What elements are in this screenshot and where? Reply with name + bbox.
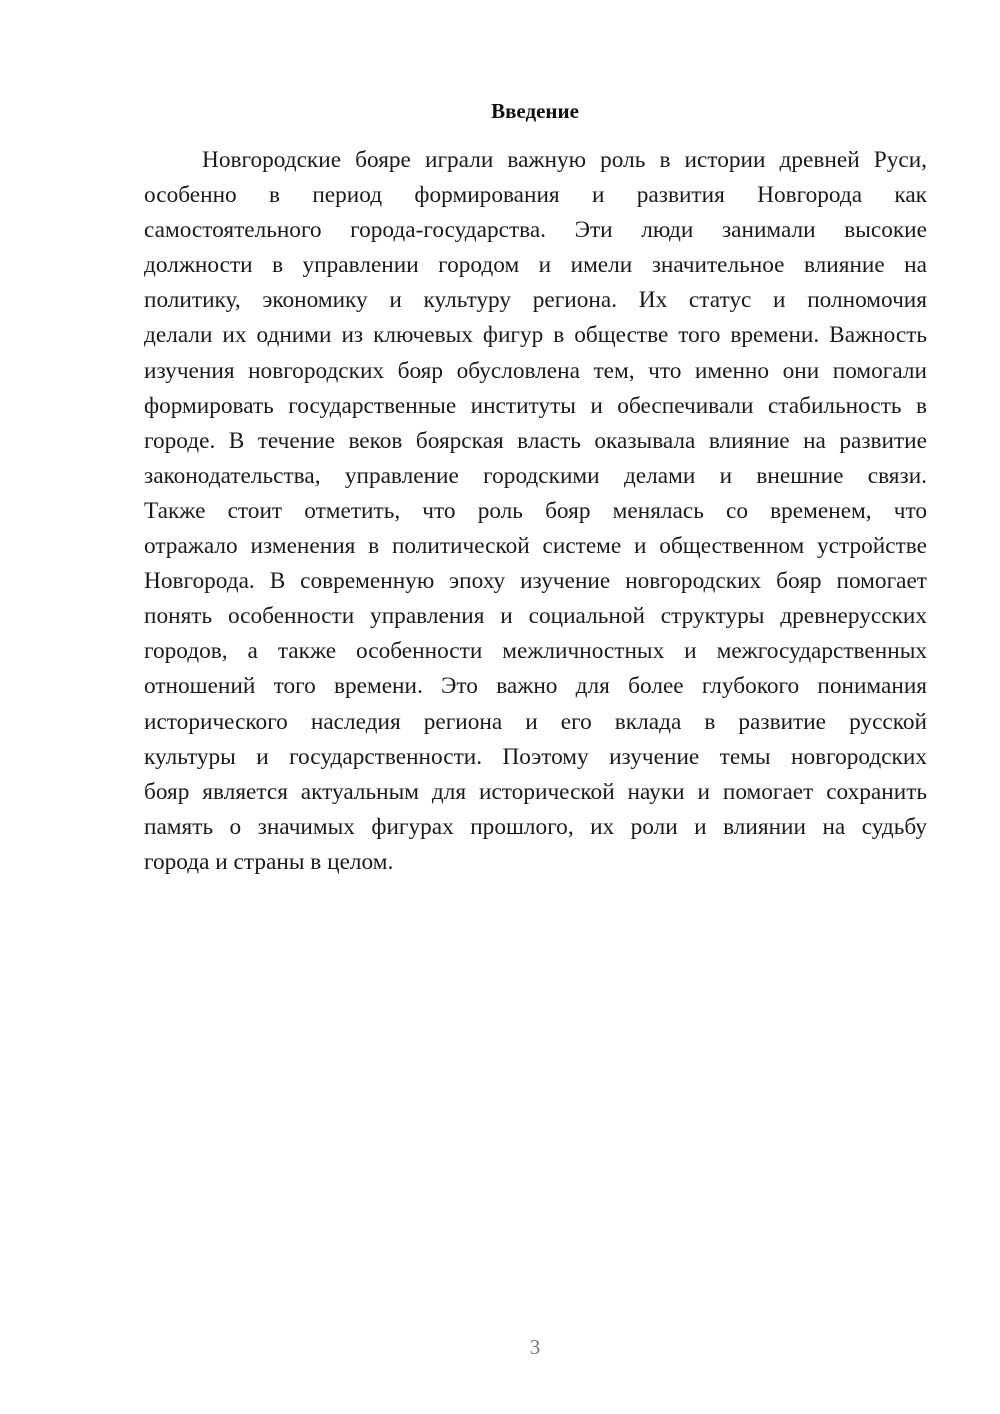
paragraph-line: политику, экономику и культуру региона. Их статус и полномочия (144, 287, 927, 314)
paragraph-line: особенно в период формирования и развития Новгорода как (144, 182, 927, 209)
section-heading: Введение (491, 99, 579, 123)
page-number: 3 (529, 1335, 541, 1359)
paragraph-line: изучения новгородских бояр обусловлена тем, что именно они помогали (144, 357, 927, 384)
paragraph-line: городе. В течение веков боярская власть оказывала влияние на развитие (144, 427, 927, 454)
body-paragraph (144, 143, 927, 880)
paragraph-line: Новгорода. В современную эпоху изучение новгородских бояр помогает (144, 568, 927, 595)
paragraph-line: самостоятельного города-государства. Эти люди занимали высокие (144, 217, 927, 244)
paragraph-line: города и страны в целом. (144, 848, 394, 875)
paragraph-line: делали их одними из ключевых фигур в обществе того времени. Важность (144, 322, 927, 349)
paragraph-line: понять особенности управления и социальной структуры древнерусских (144, 603, 927, 630)
paragraph-line: должности в управлении городом и имели значительное влияние на (144, 252, 927, 279)
paragraph-line: городов, а также особенности межличностных и межгосударственных (144, 638, 927, 665)
paragraph-line: формировать государственные институты и обеспечивали стабильность в (144, 392, 927, 419)
paragraph-line: отношений того времени. Это важно для более глубокого понимания (144, 673, 927, 700)
paragraph-line: бояр является актуальным для исторической науки и помогает сохранить (144, 778, 927, 805)
paragraph-line: отражало изменения в политической системе и общественном устройстве (144, 533, 927, 560)
paragraph-line: культуры и государственности. Поэтому изучение темы новгородских (144, 743, 927, 770)
paragraph-line: Также стоит отметить, что роль бояр менялась со временем, что (144, 497, 927, 524)
paragraph-line: исторического наследия региона и его вклада в развитие русской (144, 708, 927, 735)
paragraph-line: Новгородские бояре играли важную роль в истории древней Руси, (202, 147, 927, 173)
paragraph-line: законодательства, управление городскими делами и внешние связи. (144, 462, 927, 489)
paragraph-line: память о значимых фигурах прошлого, их роли и влиянии на судьбу (144, 813, 927, 840)
